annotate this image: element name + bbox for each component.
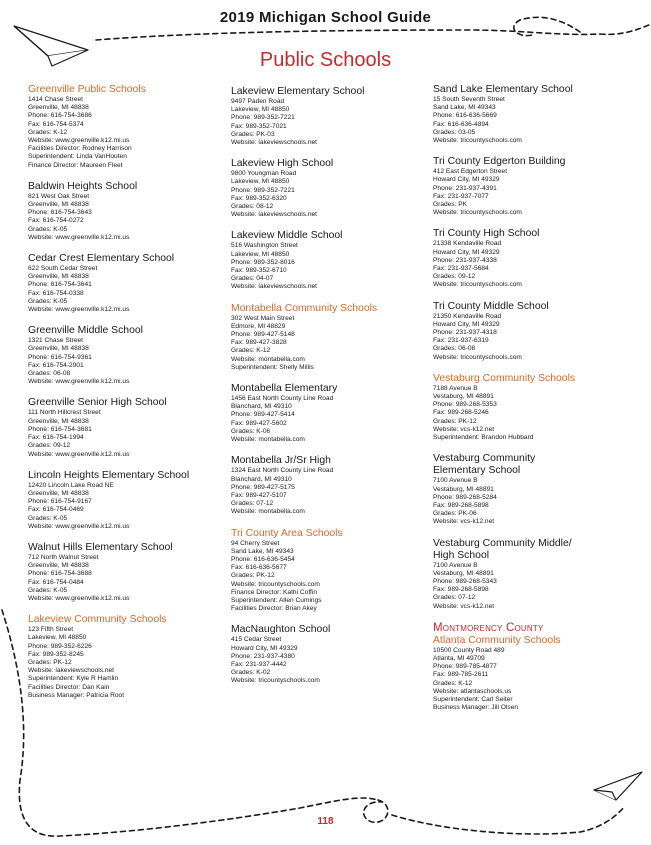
entry-detail-line: Facilities Director: Dan Kain xyxy=(28,683,110,691)
entry-detail-line: Grades: K-02 xyxy=(231,669,271,677)
entry-detail-line: Website: vcs-k12.net xyxy=(433,425,495,433)
school-entry xyxy=(231,383,427,444)
district-name: Tri County Area Schools xyxy=(231,527,343,539)
entry-detail-line: Fax: 231-937-6319 xyxy=(433,337,489,345)
entry-detail-line: Phone: 231-937-4391 xyxy=(433,184,497,192)
entry-detail-line: 412 East Edgerton Street xyxy=(433,168,508,176)
entry-detail-line: Phone: 989-427-5175 xyxy=(231,483,295,491)
entry-detail-line: Website: tricountyschools.com xyxy=(433,209,522,217)
entry-detail-line: Superintendent: Allen Cumings xyxy=(231,596,322,604)
entry-detail-line: Grades: K-06 xyxy=(231,427,271,435)
entry-detail-line: Grades: PK-06 xyxy=(433,510,477,518)
entry-detail-line: Vestaburg, MI 48891 xyxy=(433,485,494,493)
directory-column-2 xyxy=(231,86,427,697)
entry-detail-line: Grades: PK-12 xyxy=(231,572,275,580)
school-name: Vestaburg Community Middle/ High School xyxy=(433,537,572,561)
entry-detail-line: Phone: 616-754-3688 xyxy=(28,570,92,578)
entry-detail-line: Fax: 989-352-7021 xyxy=(231,122,287,130)
entry-detail-line: Phone: 989-352-7221 xyxy=(231,114,295,122)
entry-detail-line: Phone: 231-937-4338 xyxy=(433,256,497,264)
district-entry xyxy=(433,635,643,713)
school-entry xyxy=(231,455,427,516)
entry-detail-line: Website: lakeviewschools.net xyxy=(28,667,115,675)
entry-detail-line: 1414 Chase Street xyxy=(28,96,83,103)
entry-detail-line: Greenville, MI 48838 xyxy=(28,201,89,209)
school-entry xyxy=(433,301,643,362)
school-name: Baldwin Heights School xyxy=(28,180,138,192)
school-entry xyxy=(28,325,224,386)
entry-detail-line: Fax: 989-427-5107 xyxy=(231,491,287,499)
entry-detail-line: Finance Director: Maureen Fleet xyxy=(28,161,123,169)
entry-detail-line: Vestaburg, MI 48891 xyxy=(433,393,494,401)
entry-detail-line: Grades: 04-07 xyxy=(231,275,274,283)
entry-detail-line: Fax: 616-754-0484 xyxy=(28,578,84,586)
entry-detail-line: Phone: 616-754-9361 xyxy=(28,353,92,361)
entry-detail-line: Lakeview, MI 48850 xyxy=(231,178,290,186)
entry-detail-line: Phone: 616-754-9167 xyxy=(28,498,92,506)
entry-detail-line: Website: vcs-k12.net xyxy=(433,602,495,610)
entry-detail-line: Phone: 989-352-8016 xyxy=(231,258,295,266)
district-entry xyxy=(231,303,427,372)
entry-detail-line: Phone: 231-937-4318 xyxy=(433,329,497,337)
entry-detail-line: Website: www.greenville.k12.mi.us xyxy=(28,378,130,386)
school-entry xyxy=(433,156,643,217)
entry-detail-line: Sand Lake, MI 49343 xyxy=(433,104,496,112)
entry-detail-line: Website: www.greenville.k12.mi.us xyxy=(28,450,130,458)
entry-detail-line: 7100 Avenue B xyxy=(433,477,478,485)
entry-detail-line: Phone: 616-636-5454 xyxy=(231,555,295,563)
entry-detail-line: Fax: 616-754-5374 xyxy=(28,120,84,128)
district-entry xyxy=(28,614,224,700)
guide-title: 2019 Michigan School Guide xyxy=(219,9,432,26)
entry-detail-line: Howard City, MI 49329 xyxy=(433,248,500,256)
entry-detail-line: Atlanta, MI 49709 xyxy=(433,654,485,662)
entry-detail-line: 9497 Paden Road xyxy=(231,98,285,105)
entry-detail-line: Website: montabella.com xyxy=(231,355,305,363)
entry-detail-line: Website: www.greenville.k12.mi.us xyxy=(28,306,130,314)
entry-detail-line: Website: www.greenville.k12.mi.us xyxy=(28,522,130,530)
entry-detail-line: Phone: 989-268-5284 xyxy=(433,493,497,501)
entry-detail-line: Grades: 09-12 xyxy=(28,442,71,450)
district-name: Atlanta Community Schools xyxy=(433,634,561,646)
entry-detail-line: Fax: 616-754-1994 xyxy=(28,434,84,442)
entry-detail-line: Grades: 07-12 xyxy=(231,500,274,508)
entry-detail-line: Website: atlantaschools.us xyxy=(433,687,512,695)
entry-detail-line: Howard City, MI 49329 xyxy=(433,176,500,184)
school-name: Tri County Middle School xyxy=(433,300,549,312)
entry-detail-line: Website: lakeviewschools.net xyxy=(231,139,318,147)
entry-detail-line: Fax: 231-937-7077 xyxy=(433,192,489,200)
school-name: Montabella Jr/Sr High xyxy=(231,455,331,467)
entry-detail-line: Business Manager: Patricia Root xyxy=(28,691,125,699)
entry-detail-line: Fax: 616-754-2901 xyxy=(28,361,84,369)
entry-detail-line: Grades: PK-12 xyxy=(28,658,72,666)
entry-detail-line: Fax: 989-268-5898 xyxy=(433,501,489,509)
entry-detail-line: 516 Washington Street xyxy=(231,242,298,250)
school-entry xyxy=(433,538,643,611)
entry-detail-line: 9800 Youngman Road xyxy=(231,170,297,178)
entry-detail-line: Fax: 231-937-5684 xyxy=(433,265,489,273)
entry-detail-line: Phone: 989-352-6226 xyxy=(28,642,92,650)
school-name: Cedar Crest Elementary School xyxy=(28,253,175,265)
school-entry xyxy=(231,158,427,219)
school-entry xyxy=(231,624,427,685)
entry-detail-line: Greenville, MI 48838 xyxy=(28,104,89,112)
entry-detail-line: Fax: 989-427-5602 xyxy=(231,419,287,427)
school-entry xyxy=(28,253,224,314)
entry-detail-line: Superintendent: Linda VanHouten xyxy=(28,153,127,161)
school-name: Montabella Elementary xyxy=(231,383,338,395)
entry-detail-line: Grades: 06-08 xyxy=(28,370,71,378)
entry-detail-line: Phone: 231-937-4380 xyxy=(231,652,295,660)
entry-detail-line: Website: montabella.com xyxy=(231,508,305,516)
entry-detail-line: Fax: 616-636-4894 xyxy=(433,120,489,128)
entry-detail-line: Superintendent: Brandon Hubbard xyxy=(433,434,534,442)
school-name: Tri County High School xyxy=(433,228,540,240)
entry-detail-line: 1321 Chase Street xyxy=(28,337,83,345)
entry-detail-line: Phone: 989-352-7221 xyxy=(231,186,295,194)
district-name: Greenville Public Schools xyxy=(28,84,146,95)
entry-detail-line: Phone: 616-754-3643 xyxy=(28,209,92,217)
school-entry xyxy=(231,86,427,147)
entry-detail-line: 10500 County Road 489 xyxy=(433,646,505,654)
entry-detail-line: Grades: K-05 xyxy=(28,514,68,522)
entry-detail-line: 415 Cedar Street xyxy=(231,636,282,644)
entry-detail-line: Phone: 989-268-5343 xyxy=(433,577,497,585)
entry-detail-line: Grades: PK-03 xyxy=(231,130,275,138)
entry-detail-line: Phone: 616-636-5669 xyxy=(433,112,497,120)
school-name: MacNaughton School xyxy=(231,624,331,636)
entry-detail-line: 21350 Kendaville Road xyxy=(433,312,502,320)
entry-detail-line: 111 North Hillcrest Street xyxy=(28,409,101,417)
district-name: Vestaburg Community Schools xyxy=(433,372,576,384)
entry-detail-line: Greenville, MI 48838 xyxy=(28,345,89,353)
entry-detail-line: Website: lakeviewschools.net xyxy=(231,283,318,291)
entry-detail-line: Grades: 03-05 xyxy=(433,128,476,136)
school-name: Sand Lake Elementary School xyxy=(433,84,573,95)
directory-column-1 xyxy=(28,84,224,711)
entry-detail-line: Fax: 989-352-6710 xyxy=(231,267,287,275)
entry-detail-line: Business Manager: Jill Olsen xyxy=(433,704,519,712)
entry-detail-line: Website: montabella.com xyxy=(231,436,305,444)
entry-detail-line: Sand Lake, MI 49343 xyxy=(231,547,294,555)
entry-detail-line: Phone: 616-754-3681 xyxy=(28,425,92,433)
school-entry xyxy=(28,542,224,603)
entry-detail-line: Website: lakeviewschools.net xyxy=(231,211,318,219)
school-name: Greenville Middle School xyxy=(28,325,143,337)
entry-detail-line: Fax: 231-937-4442 xyxy=(231,660,287,668)
entry-detail-line: Fax: 989-785-2611 xyxy=(433,671,489,679)
entry-detail-line: Website: tricountyschools.com xyxy=(433,353,522,361)
entry-detail-line: Phone: 989-785-4877 xyxy=(433,663,497,671)
entry-detail-line: 123 Fifth Street xyxy=(28,626,74,634)
entry-detail-line: Website: tricountyschools.com xyxy=(231,677,320,685)
entry-detail-line: Superintendent: Shelly Millis xyxy=(231,363,314,371)
entry-detail-line: Greenville, MI 48838 xyxy=(28,417,89,425)
entry-detail-line: Grades: K-12 xyxy=(28,128,68,136)
paper-airplane-icon xyxy=(594,772,642,800)
school-entry xyxy=(231,230,427,291)
entry-detail-line: Lakeview, MI 48850 xyxy=(28,634,87,642)
entry-detail-line: Greenville, MI 48838 xyxy=(28,562,89,570)
district-name: Lakeview Community Schools xyxy=(28,614,167,626)
entry-detail-line: Howard City, MI 49329 xyxy=(433,320,500,328)
entry-detail-line: Grades: K-05 xyxy=(28,225,68,233)
school-entry xyxy=(28,181,224,242)
school-name: Vestaburg Community Elementary School xyxy=(433,453,536,477)
entry-detail-line: 622 South Cedar Street xyxy=(28,265,98,273)
school-entry xyxy=(433,228,643,289)
entry-detail-line: 94 Cherry Street xyxy=(231,539,280,547)
entry-detail-line: Grades: K-12 xyxy=(433,679,473,687)
entry-detail-line: 15 South Seventh Street xyxy=(433,96,505,103)
entry-detail-line: Fax: 989-268-5898 xyxy=(433,586,489,594)
entry-detail-line: Website: tricountyschools.com xyxy=(231,580,320,588)
entry-detail-line: Grades: 07-12 xyxy=(433,594,476,602)
school-name: Tri County Edgerton Building xyxy=(433,156,566,168)
entry-detail-line: Grades: PK-12 xyxy=(433,417,477,425)
entry-detail-line: Grades: K-05 xyxy=(28,586,68,594)
page-number: 118 xyxy=(317,816,334,827)
entry-detail-line: Fax: 989-352-6320 xyxy=(231,194,287,202)
entry-detail-line: Finance Director: Kathi Coffin xyxy=(231,588,318,596)
school-name: Lakeview High School xyxy=(231,158,334,170)
entry-detail-line: Fax: 989-352-8245 xyxy=(28,650,84,658)
entry-detail-line: Fax: 616-754-0272 xyxy=(28,217,84,225)
entry-detail-line: 7100 Avenue B xyxy=(433,561,478,569)
entry-detail-line: Phone: 989-427-5414 xyxy=(231,411,295,419)
district-name: Montabella Community Schools xyxy=(231,302,378,314)
entry-detail-line: Fax: 989-427-3828 xyxy=(231,339,287,347)
entry-detail-line: Vestaburg, MI 48891 xyxy=(433,569,494,577)
entry-detail-line: Edmore, MI 48829 xyxy=(231,322,286,330)
school-entry xyxy=(28,470,224,531)
entry-detail-line: Phone: 616-754-3686 xyxy=(28,112,92,120)
school-name: Lincoln Heights Elementary School xyxy=(28,469,190,481)
entry-detail-line: Blanchard, MI 49310 xyxy=(231,475,292,483)
district-entry xyxy=(28,84,224,170)
school-entry xyxy=(433,453,643,526)
school-name: Lakeview Elementary School xyxy=(231,86,365,97)
entry-detail-line: Lakeview, MI 48850 xyxy=(231,250,290,258)
entry-detail-line: Grades: PK xyxy=(433,201,468,209)
entry-detail-line: Superintendent: Kyle R Hamlin xyxy=(28,675,119,683)
school-name: Lakeview Middle School xyxy=(231,230,343,242)
entry-detail-line: 1324 East North County Line Road xyxy=(231,467,334,475)
school-entry xyxy=(28,397,224,458)
entry-detail-line: Grades: 09-12 xyxy=(433,273,476,281)
entry-detail-line: Greenville, MI 48838 xyxy=(28,273,89,281)
entry-detail-line: Website: vcs-k12.net xyxy=(433,518,495,526)
entry-detail-line: Phone: 989-268-5353 xyxy=(433,401,497,409)
entry-detail-line: Phone: 616-754-3641 xyxy=(28,281,92,289)
entry-detail-line: 7188 Avenue B xyxy=(433,384,478,392)
entry-detail-line: Grades: K-12 xyxy=(231,347,271,355)
district-entry xyxy=(433,373,643,442)
school-name: Walnut Hills Elementary School xyxy=(28,541,173,553)
entry-detail-line: Website: tricountyschools.com xyxy=(433,137,522,145)
entry-detail-line: Phone: 989-427-5148 xyxy=(231,331,295,339)
entry-detail-line: Blanchard, MI 49310 xyxy=(231,403,292,411)
entry-detail-line: 302 West Main Street xyxy=(231,314,295,322)
entry-detail-line: Website: tricountyschools.com xyxy=(433,281,522,289)
entry-detail-line: 12420 Lincoln Lake Road NE xyxy=(28,481,114,489)
section-title: Public Schools xyxy=(259,49,392,71)
entry-detail-line: Facilities Director: Brian Akey xyxy=(231,605,317,613)
entry-detail-line: Fax: 616-754-0338 xyxy=(28,289,84,297)
entry-detail-line: Website: www.greenville.k12.mi.us xyxy=(28,233,130,241)
district-entry xyxy=(231,528,427,614)
entry-detail-line: Grades: K-05 xyxy=(28,297,68,305)
entry-detail-line: Facilities Director: Rodney Harrison xyxy=(28,145,132,153)
school-entry xyxy=(433,84,643,145)
county-heading: Montmorency County xyxy=(433,621,544,634)
entry-detail-line: Fax: 616-754-0469 xyxy=(28,506,84,514)
entry-detail-line: 21338 Kendaville Road xyxy=(433,240,502,248)
entry-detail-line: 1456 East North County Line Road xyxy=(231,395,334,403)
entry-detail-line: Superintendent: Carl Seiter xyxy=(433,695,513,703)
entry-detail-line: Greenville, MI 48838 xyxy=(28,489,89,497)
school-name: Greenville Senior High School xyxy=(28,397,167,409)
entry-detail-line: Website: www.greenville.k12.mi.us xyxy=(28,594,130,602)
entry-detail-line: Fax: 989-268-5246 xyxy=(433,409,489,417)
entry-detail-line: Grades: 06-08 xyxy=(433,345,476,353)
directory-column-3 xyxy=(433,84,643,723)
entry-detail-line: Grades: 08-12 xyxy=(231,203,274,211)
entry-detail-line: Lakeview, MI 48850 xyxy=(231,106,290,114)
entry-detail-line: Fax: 616-636-5677 xyxy=(231,564,287,572)
entry-detail-line: Website: www.greenville.k12.mi.us xyxy=(28,137,130,145)
entry-detail-line: 712 North Walnut Street xyxy=(28,553,99,561)
entry-detail-line: 821 West Oak Street xyxy=(28,192,90,200)
entry-detail-line: Howard City, MI 49329 xyxy=(231,644,298,652)
